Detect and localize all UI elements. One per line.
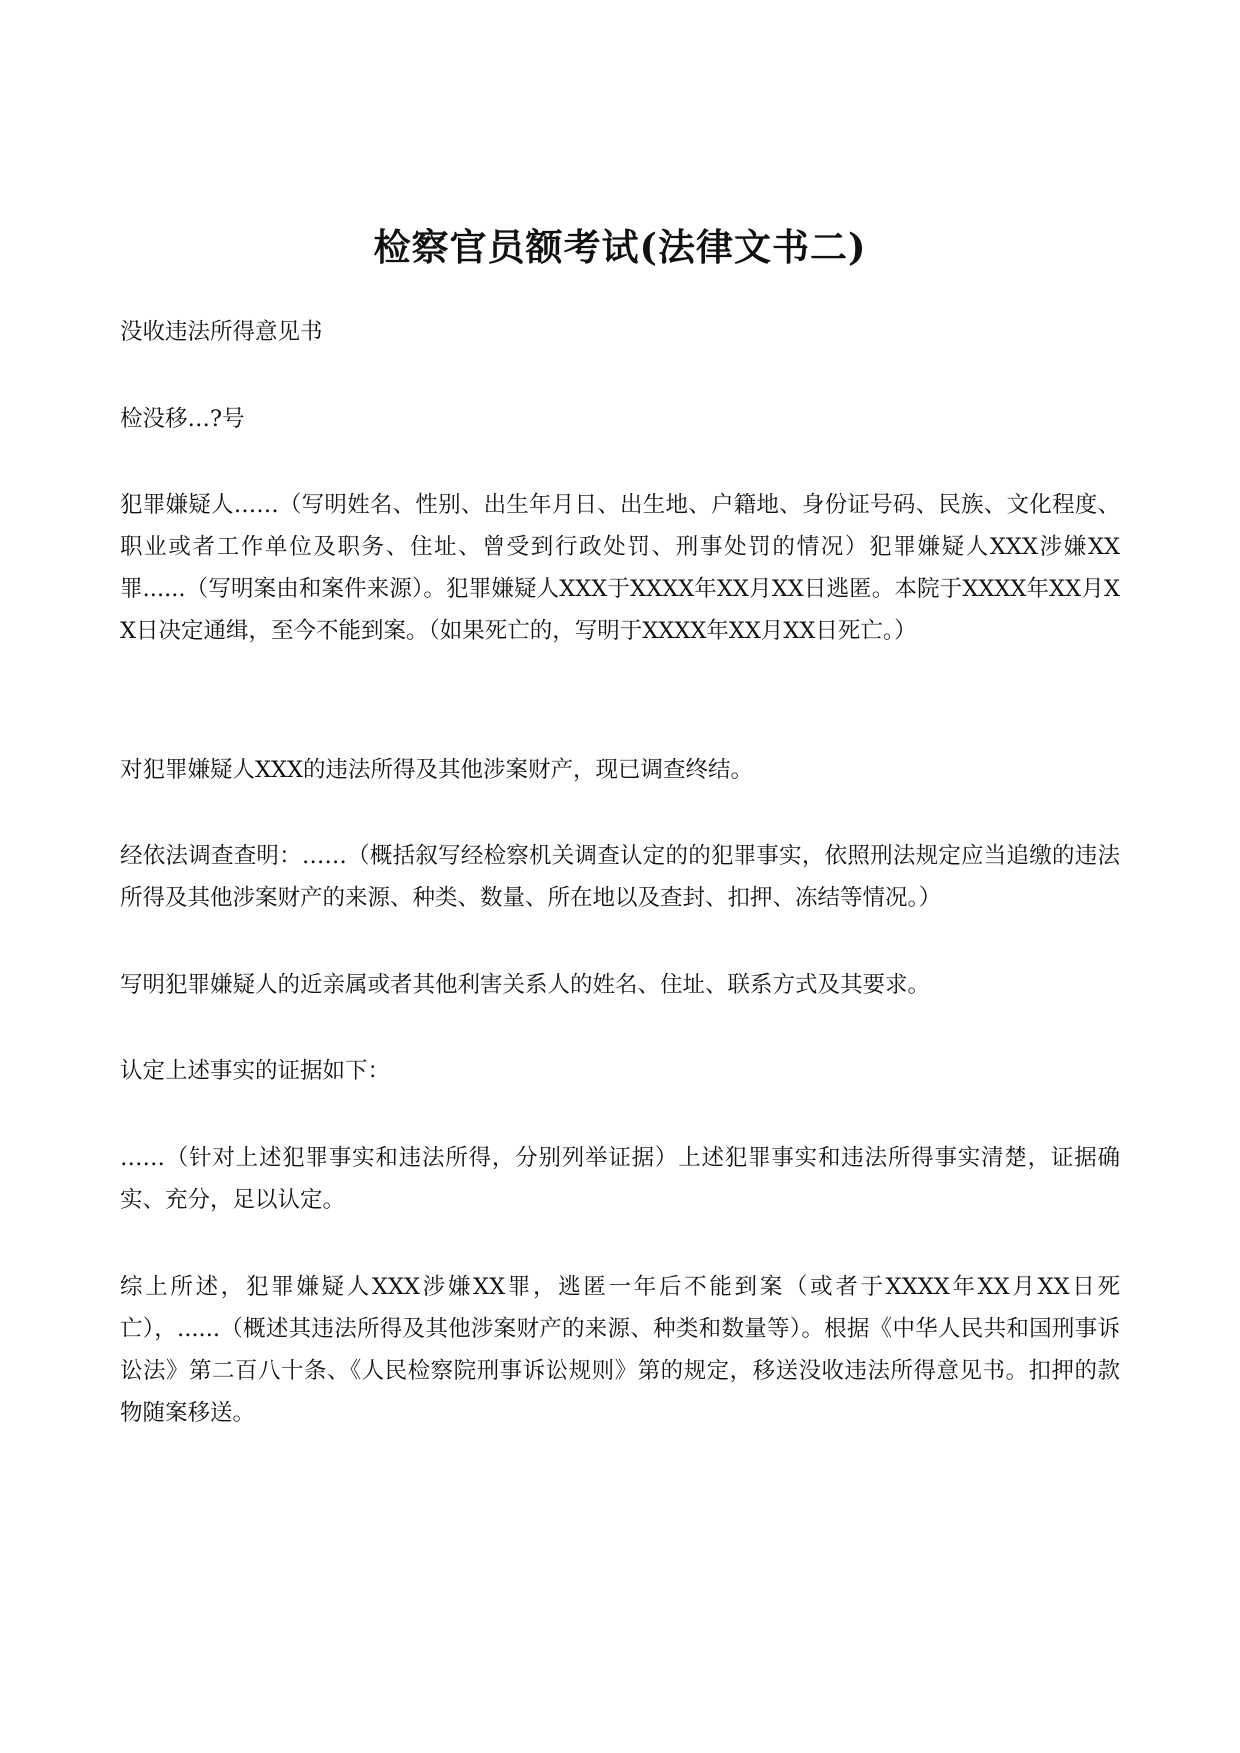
doc-number: 检没移…?号	[120, 406, 245, 432]
doc-name: 没收违法所得意见书	[120, 319, 323, 345]
paragraph-investigation-concluded: 对犯罪嫌疑人XXX的违法所得及其他涉案财产，现已调查终结。	[120, 757, 754, 783]
paragraph-evidence-list: ……（针对上述犯罪事实和违法所得，分别列举证据）上述犯罪事实和违法所得事实清楚，证据确实、充分，足以认定。	[120, 1145, 1120, 1213]
paragraph-evidence-heading: 认定上述事实的证据如下：	[120, 1058, 391, 1084]
paragraph-relatives: 写明犯罪嫌疑人的近亲属或者其他利害关系人的姓名、住址、联系方式及其要求。	[120, 972, 931, 998]
paragraph-facts-found: 经依法调查查明：……（概括叙写经检察机关调查认定的的犯罪事实，依照刑法规定应当追缴的违法所得及其他涉案财产的来源、种类、数量、所在地以及查封、扣押、冻结等情况。）	[120, 843, 1120, 911]
paragraph-suspect-info: 犯罪嫌疑人……（写明姓名、性别、出生年月日、出生地、户籍地、身份证号码、民族、文化程度、职业或者工作单位及职务、住址、曾受到行政处罚、刑事处罚的情况）犯罪嫌疑人XXX涉嫌XX罪......（写明案由和案件来源）。犯罪嫌疑人XXX于XXXX年XX月XX日逃匿。本院于XXXX年XX月XX日决定通缉，至今不能到案。（如果死亡的，写明于XXXX年XX月XX日死亡。）	[120, 492, 1120, 644]
paragraph-conclusion: 综上所述，犯罪嫌疑人XXX涉嫌XX罪，逃匿一年后不能到案（或者于XXXX年XX月XX日死亡），......（概述其违法所得及其他涉案财产的来源、种类和数量等）。根据《中华人民共和国刑事诉讼法》第二百八十条、《人民检察院刑事诉讼规则》第的规定，移送没收违法所得意见书。扣押的款物随案移送。	[120, 1274, 1120, 1426]
document-title: 检察官员额考试(法律文书二)	[373, 225, 867, 269]
